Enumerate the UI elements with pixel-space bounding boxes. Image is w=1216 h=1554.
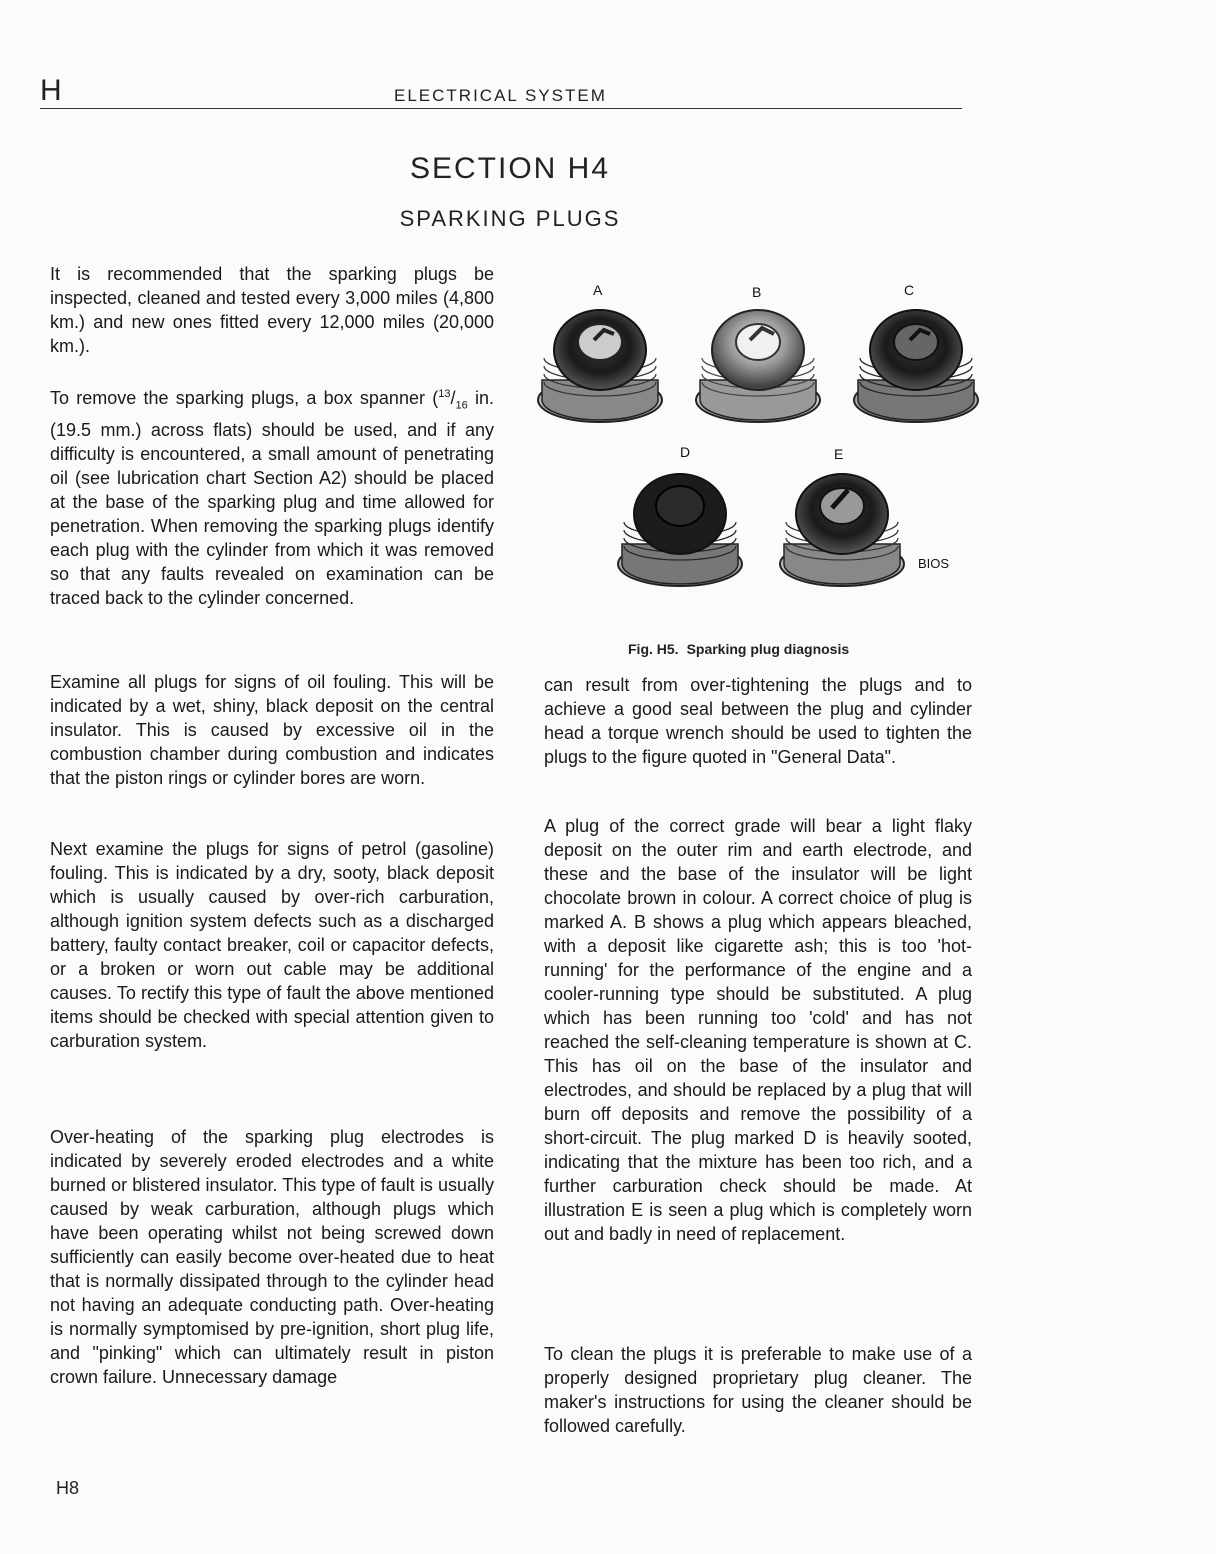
left-paragraph-2: To remove the sparking plugs, a box spanner ($^{13}/_{16}$ in. (19.5 mm.) across flats) should be used, and if any difficulty is encountered, a small amount of penetrating oil (see lubrication chart Section A2) should be placed at the base of the sparking plug and time allowed for penetration. When removing the sparking plugs identify each plug with the cylinder from which it was removed so that any faults revealed on examination can be traced back to the cylinder concerned. — [50, 388, 494, 608]
left-paragraph-3: Examine all plugs for signs of oil fouling. This will be indicated by a wet, shiny, black deposit on the central insulator. This is caused by excessive oil in the combustion chamber during combustion and indicates that the piston rings or cylinder bores are worn. — [50, 672, 494, 788]
sparking-plug-figure — [530, 272, 990, 632]
plug-d — [618, 474, 742, 586]
right-paragraph-2: A plug of the correct grade will bear a light flaky deposit on the outer rim and earth electrode, and these and the base of the insulator will be light chocolate brown in colour. A correct choice of plug is marked A. B shows a plug which appears bleached, with a deposit like cigarette ash; this is too 'hot-running' for the performance of the engine and a cooler-running type should be substituted. A plug which has been running too 'cold' and has not reached the self-cleaning temperature is shown at C. This has oil on the base of the insulator and electrodes, and should be replaced by a plug that will burn off deposits and remove the possibility of a short-circuit. The plug marked D is heavily sooted, indicating that the mixture has been too rich, and a further carburation check should be made. At illustration E is seen a plug which is completely worn out and badly in need of replacement. — [544, 816, 972, 1244]
plug-a — [538, 310, 662, 422]
figure-caption — [628, 641, 849, 657]
fraction-numerator: 13 — [438, 388, 451, 400]
p2-text-b: in. (19.5 mm.) across flats) should be used, and if any difficulty is encountered, a small amount of penetrating oil (see lubrication chart Section A2) should be placed at the base of the sparking plug and time allowed for penetration. When removing the sparking plugs identify each plug with the cylinder from which it was removed so that any faults revealed on examination can be traced back to the cylinder concerned. — [50, 388, 494, 608]
header-rule — [40, 108, 962, 109]
plug-illustration — [530, 272, 990, 632]
plug-label-c: C — [904, 282, 915, 298]
section-subtitle-text: SPARKING PLUGS — [399, 206, 621, 231]
left-paragraph-5: Over-heating of the sparking plug electrodes is indicated by severely eroded electrodes and a white burned or blistered insulator. This type of fault is usually caused by weak carburation, although plugs which have been operating whilst not being screwed down sufficiently can easily become over-heated due to heat that is normally dissipated through to the cylinder head not having an adequate conducting path. Over-heating is normally symptomised by pre-ignition, short plug life, and "pinking" which can ultimately result in piston crown failure. Unnecessary damage — [50, 1127, 494, 1387]
left-paragraph-1: It is recommended that the sparking plugs be inspected, cleaned and tested every 3,000 miles (4,800 km.) and new ones fitted every 12,000 miles (20,000 km.). — [50, 264, 494, 356]
plug-label-d: D — [680, 444, 691, 460]
p2-text-a: To remove the sparking plugs, a box spanner ( — [50, 388, 439, 408]
page-number: H8 — [56, 1478, 80, 1498]
section-title-text: SECTION H4 — [409, 152, 611, 185]
section-title — [0, 152, 1020, 186]
fraction-denominator: 16 — [455, 399, 468, 412]
plug-c — [854, 310, 978, 422]
figure-caption-text: Sparking plug diagnosis — [686, 641, 850, 657]
plug-label-b: B — [752, 284, 762, 300]
right-paragraph-3: To clean the plugs it is preferable to make use of a properly designed proprietary plug cleaner. The maker's instructions for using the cleaner should be followed carefully. — [544, 1344, 972, 1436]
figure-caption-number: Fig. H5. — [628, 641, 679, 657]
left-paragraph-4: Next examine the plugs for signs of petrol (gasoline) fouling. This is indicated by a dry, sooty, black deposit which is usually caused by over-rich carburation, although ignition system defects such as a discharged battery, faulty contact breaker, coil or capacitor defects, or a broken or worn out cable may be additional causes. To rectify this type of fault the above mentioned items should be checked with special attention given to carburation system. — [50, 839, 494, 1051]
plug-e — [780, 474, 904, 586]
plug-label-e: E — [834, 446, 844, 462]
plug-b — [696, 310, 820, 422]
right-paragraph-1: can result from over-tightening the plugs and to achieve a good seal between the plug and cylinder head a torque wrench should be used to tighten the plugs to the figure quoted in "General Data". — [544, 675, 972, 767]
running-title: ELECTRICAL SYSTEM — [394, 86, 607, 105]
figure-ref-code: BIOS — [918, 556, 950, 571]
plug-label-a: A — [593, 282, 603, 298]
section-letter: H — [40, 74, 62, 107]
section-subtitle — [0, 206, 1020, 232]
